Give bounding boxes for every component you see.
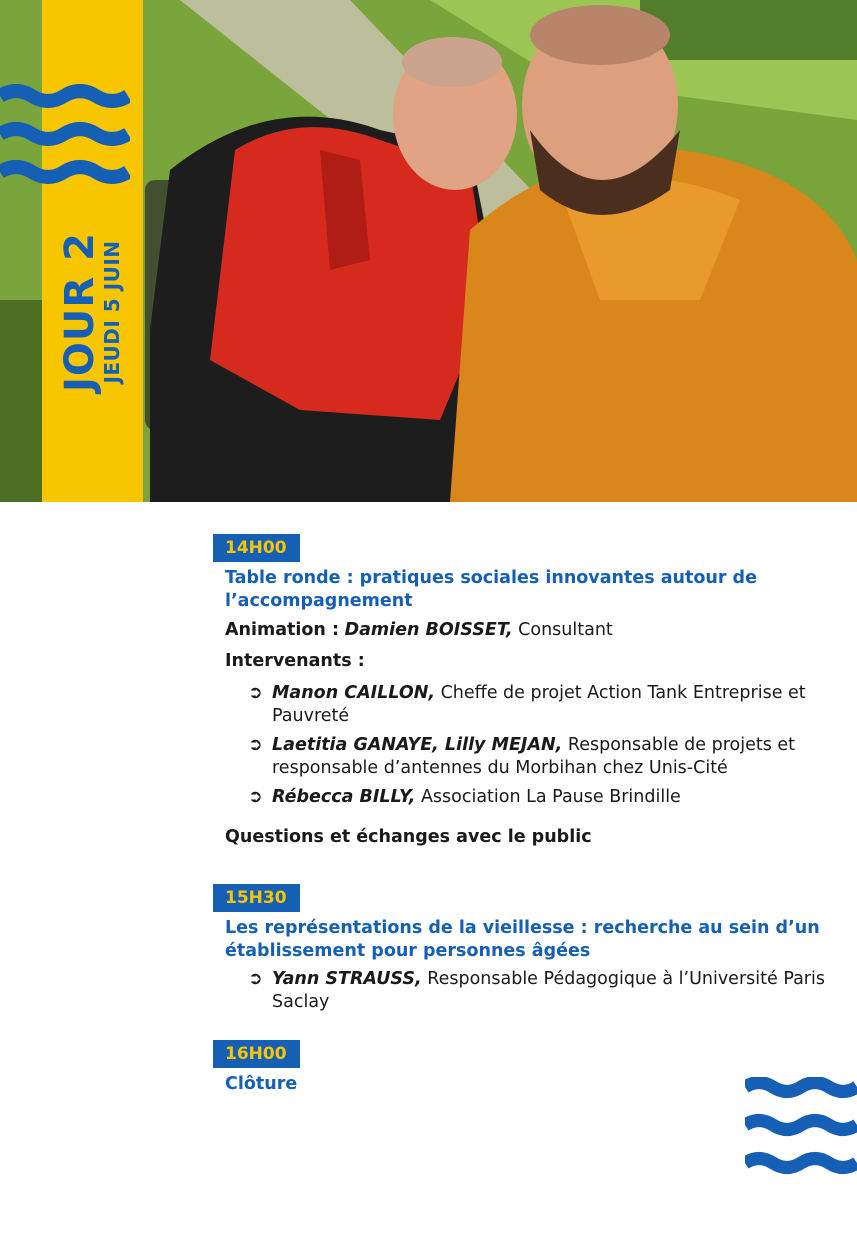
session-title-1: Table ronde : pratiques sociales innovantes autour de l’accompagnement [225,568,757,611]
session-title-2: Les représentations de la vieillesse : recherche au sein d’un établissement pour personnes âgées [225,918,820,961]
arrow-bullet-icon: ➲ [248,787,263,807]
session-title-3: Clôture [225,1074,298,1094]
day-title [57,232,124,392]
questions-line: Questions et échanges avec le public [225,827,592,847]
day-date: JEUDI 5 JUIN [100,240,124,384]
speaker-name: Rébecca BILLY, [272,787,416,807]
animation-line [225,619,613,642]
waves-decoration-icon [0,84,130,204]
speaker-item [248,786,828,809]
animation-name: Damien BOISSET, [344,620,513,640]
speaker-name: Laetitia GANAYE, Lilly MEJAN, [272,735,563,755]
speaker-name: Manon CAILLON, [272,683,436,703]
arrow-bullet-icon: ➲ [248,969,263,989]
speaker-role: Association La Pause Brindille [415,787,681,807]
animation-label: Animation : [225,620,339,640]
speaker-item [248,968,828,1014]
animation-role: Consultant [512,620,613,640]
time-badge-2: 15H30 [213,884,300,912]
speaker-item [248,734,828,780]
speaker-item [248,682,828,728]
waves-decoration-icon [745,1077,857,1187]
speaker-role: Cheffe de projet Action Tank Entreprise et Pauvreté [272,683,806,726]
day-number: JOUR 2 [57,232,103,392]
speaker-role: Responsable Pédagogique à l’Université Paris Saclay [272,969,825,1012]
time-badge-3: 16H00 [213,1040,300,1068]
time-badge-1: 14H00 [213,534,300,562]
speaker-role: Responsable de projets et responsable d’antennes du Morbihan chez Unis-Cité [272,735,796,778]
speakers-label: Intervenants : [225,651,365,671]
arrow-bullet-icon: ➲ [248,735,263,755]
speaker-name: Yann STRAUSS, [272,969,422,989]
arrow-bullet-icon: ➲ [248,683,263,703]
